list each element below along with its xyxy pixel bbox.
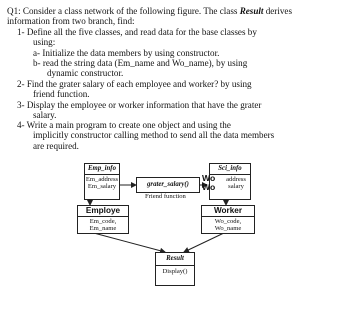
employe-code: Em_code, (89, 218, 117, 225)
task-3-line-1: 3- Display the employee or worker information that have the grater (17, 100, 262, 110)
class-worker (201, 205, 255, 234)
class-sci-info (209, 163, 251, 200)
task-4-line-1: 4- Write a main program to create one object and using the (17, 120, 231, 130)
result-title: Result (166, 255, 184, 262)
emp-info-divider (85, 174, 119, 175)
task-2-line-2: friend function. (33, 89, 90, 99)
intro-text: Q1: Consider a class network of the following figure. The class (7, 6, 240, 16)
sci-info-divider (210, 174, 250, 175)
arrow-worker-to-result (184, 232, 226, 252)
class-employe (77, 205, 129, 234)
task-1a: a- Initialize the data members by using constructor. (33, 48, 220, 58)
class-result (155, 252, 195, 286)
task-1b-line-2: dynamic constructor. (47, 68, 124, 78)
sci-info-wo-prefix-2: Wo (202, 182, 216, 192)
arrow-employe-to-result (90, 232, 165, 252)
friend-function-name: grater_salary() (147, 181, 189, 188)
sci-info-wo-prefix-1: Wo (202, 173, 216, 183)
emp-info-title: Emp_info (88, 165, 116, 172)
worker-divider (202, 216, 254, 217)
worker-name: Wo_name (214, 225, 242, 232)
task-4-line-3: are required. (33, 141, 79, 151)
intro-line-2: information from two branch, find: (7, 16, 135, 27)
task-4-line-2: implicitly constructor calling method to send all the data members (33, 130, 275, 140)
result-class-emphasis: Result (239, 6, 264, 16)
sci-info-title: Sci_info (218, 165, 242, 172)
class-emp-info (84, 163, 120, 200)
task-2-line-1: 2- Find the grater salary of each employee and worker? by using (17, 79, 252, 89)
result-display-method: Display() (162, 268, 188, 275)
friend-function-box (136, 177, 200, 193)
result-divider (156, 265, 194, 266)
employe-name: Em_name (89, 225, 117, 232)
friend-function-caption: Friend function (145, 193, 186, 200)
employe-title: Employe (85, 206, 121, 215)
worker-title: Worker (213, 206, 243, 215)
intro-text-end: derives (263, 6, 292, 16)
sci-info-salary: salary (228, 183, 244, 190)
sci-info-address: address (226, 176, 246, 183)
task-1b-line-1: b- read the string data (Em_name and Wo_name), by using (33, 58, 248, 68)
emp-info-salary: Em_salary (87, 183, 117, 190)
task-3-line-2: salary. (33, 110, 57, 120)
worker-code: Wo_code, (214, 218, 242, 225)
employe-divider (78, 216, 128, 217)
task-1-line-2: using: (33, 37, 56, 47)
emp-info-address: Em_address (85, 176, 119, 183)
task-1-line-1: 1- Define all the five classes, and read data for the base classes by (17, 27, 257, 37)
